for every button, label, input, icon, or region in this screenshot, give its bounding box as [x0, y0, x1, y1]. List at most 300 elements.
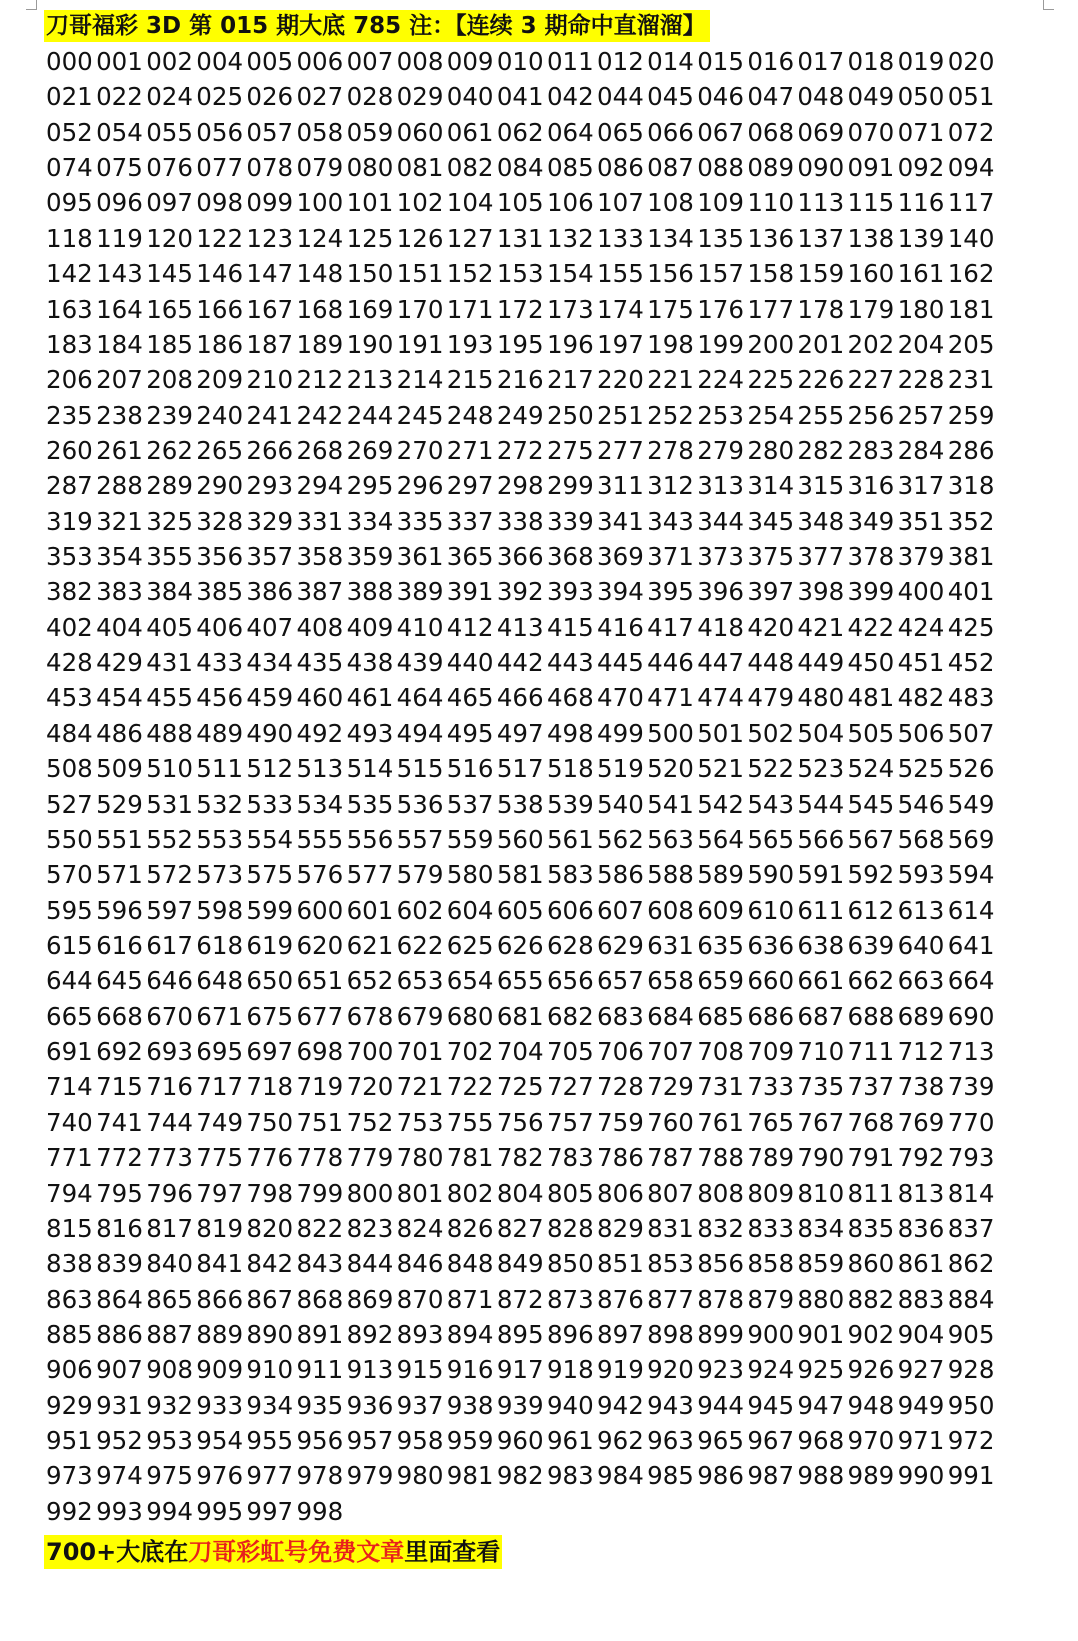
number-item: 266	[246, 435, 294, 465]
number-item: 105	[496, 188, 544, 218]
number-item: 518	[546, 754, 594, 784]
number-item: 952	[96, 1426, 143, 1456]
number-item: 937	[396, 1390, 444, 1420]
number-item: 161	[897, 259, 945, 289]
number-item: 738	[897, 1072, 945, 1102]
number-line	[46, 1140, 1046, 1175]
number-item: 842	[246, 1249, 294, 1279]
number-item: 160	[847, 259, 895, 289]
number-item: 680	[446, 1001, 494, 1031]
number-item: 438	[346, 648, 394, 678]
number-item: 811	[847, 1178, 895, 1208]
number-item: 609	[697, 895, 744, 925]
number-item: 509	[96, 754, 143, 784]
number-item: 832	[697, 1213, 744, 1243]
number-item: 546	[897, 789, 945, 819]
number-item: 143	[96, 259, 143, 289]
number-item: 090	[797, 153, 845, 183]
number-item: 006	[296, 47, 344, 76]
number-item: 807	[647, 1178, 694, 1208]
page-title: 刀哥福彩 3D 第 015 期大底 785 注：【连续 3 期命中直溜溜】	[44, 10, 710, 42]
number-item: 259	[947, 400, 995, 430]
number-item: 074	[46, 153, 93, 183]
number-item: 824	[396, 1213, 444, 1243]
number-item: 447	[697, 648, 744, 678]
number-item: 911	[296, 1355, 344, 1385]
number-item: 449	[797, 648, 845, 678]
number-item: 739	[947, 1072, 995, 1102]
number-item: 551	[96, 824, 143, 854]
number-item: 484	[46, 718, 93, 748]
number-item: 501	[697, 718, 744, 748]
number-item: 189	[296, 329, 344, 359]
number-line	[46, 1423, 1046, 1458]
number-item: 395	[647, 577, 694, 607]
number-item: 626	[496, 930, 544, 960]
number-item: 765	[747, 1107, 795, 1137]
number-item: 884	[947, 1284, 995, 1314]
number-item: 716	[146, 1072, 193, 1102]
number-item: 091	[847, 153, 895, 183]
number-item: 190	[346, 329, 394, 359]
number-item: 963	[647, 1426, 694, 1456]
number-item: 877	[647, 1284, 694, 1314]
number-item: 321	[96, 506, 143, 536]
number-item: 502	[747, 718, 795, 748]
number-item: 262	[146, 435, 193, 465]
number-item: 185	[146, 329, 193, 359]
number-line	[46, 716, 1046, 751]
number-item: 050	[897, 82, 945, 112]
number-item: 873	[546, 1284, 594, 1314]
number-item: 408	[296, 612, 344, 642]
number-item: 837	[947, 1213, 995, 1243]
number-item: 152	[446, 259, 494, 289]
number-item: 823	[346, 1213, 394, 1243]
number-item: 976	[196, 1461, 244, 1491]
number-item: 980	[396, 1461, 444, 1491]
number-item: 045	[647, 82, 694, 112]
number-item: 955	[246, 1426, 294, 1456]
number-item: 541	[647, 789, 694, 819]
number-item: 294	[296, 471, 344, 501]
number-item: 216	[496, 365, 544, 395]
number-item: 989	[847, 1461, 895, 1491]
number-line	[46, 1282, 1046, 1317]
number-item: 393	[546, 577, 594, 607]
number-item: 359	[346, 542, 394, 572]
number-item: 780	[396, 1143, 444, 1173]
number-item: 867	[246, 1284, 294, 1314]
number-item: 791	[847, 1143, 895, 1173]
number-item: 789	[747, 1143, 795, 1173]
number-item: 416	[597, 612, 644, 642]
number-item: 119	[96, 223, 143, 253]
number-item: 661	[797, 966, 845, 996]
number-item: 843	[296, 1249, 344, 1279]
number-item: 180	[897, 294, 945, 324]
number-line	[46, 1317, 1046, 1352]
number-line	[46, 1034, 1046, 1069]
number-item: 727	[546, 1072, 594, 1102]
number-item: 271	[446, 435, 494, 465]
number-item: 391	[446, 577, 494, 607]
number-item: 106	[546, 188, 594, 218]
number-item: 858	[747, 1249, 795, 1279]
number-item: 325	[146, 506, 193, 536]
number-item: 466	[496, 683, 544, 713]
number-item: 212	[296, 365, 344, 395]
number-item: 601	[346, 895, 394, 925]
number-item: 231	[947, 365, 995, 395]
number-item: 024	[146, 82, 193, 112]
number-item: 215	[446, 365, 494, 395]
number-line	[46, 645, 1046, 680]
number-item: 970	[847, 1426, 895, 1456]
number-item: 772	[96, 1143, 143, 1173]
number-item: 020	[947, 47, 995, 76]
number-item: 349	[847, 506, 895, 536]
number-item: 170	[396, 294, 444, 324]
number-item: 722	[446, 1072, 494, 1102]
number-item: 067	[697, 117, 744, 147]
page-corner-mark	[26, 0, 37, 10]
number-item: 639	[847, 930, 895, 960]
number-item: 834	[797, 1213, 845, 1243]
number-item: 706	[597, 1037, 644, 1067]
number-item: 358	[296, 542, 344, 572]
number-item: 995	[196, 1496, 244, 1526]
number-line	[46, 327, 1046, 362]
number-item: 337	[446, 506, 494, 536]
number-item: 268	[296, 435, 344, 465]
number-item: 942	[597, 1390, 644, 1420]
footer-prefix: 700+大底在	[46, 1538, 189, 1567]
number-item: 298	[496, 471, 544, 501]
number-line	[46, 433, 1046, 468]
number-item: 465	[446, 683, 494, 713]
number-item: 606	[546, 895, 594, 925]
number-item: 315	[797, 471, 845, 501]
number-item: 932	[146, 1390, 193, 1420]
number-item: 787	[647, 1143, 694, 1173]
number-item: 120	[146, 223, 193, 253]
number-item: 399	[847, 577, 895, 607]
number-item: 240	[196, 400, 244, 430]
number-item: 175	[647, 294, 694, 324]
number-item: 507	[947, 718, 995, 748]
number-item: 917	[496, 1355, 544, 1385]
number-line	[46, 822, 1046, 857]
number-item: 187	[246, 329, 294, 359]
number-item: 110	[747, 188, 795, 218]
number-item: 252	[647, 400, 694, 430]
number-item: 717	[196, 1072, 244, 1102]
number-item: 613	[897, 895, 945, 925]
number-item: 145	[146, 259, 193, 289]
number-item: 605	[496, 895, 544, 925]
number-item: 256	[847, 400, 895, 430]
number-item: 895	[496, 1319, 544, 1349]
number-item: 555	[296, 824, 344, 854]
number-item: 078	[246, 153, 294, 183]
number-item: 645	[96, 966, 143, 996]
number-item: 971	[897, 1426, 945, 1456]
number-item: 365	[446, 542, 494, 572]
number-item: 564	[697, 824, 744, 854]
number-item: 899	[697, 1319, 744, 1349]
number-item: 384	[146, 577, 193, 607]
number-line	[46, 1176, 1046, 1211]
number-line	[46, 1069, 1046, 1104]
number-item: 974	[96, 1461, 143, 1491]
number-item: 740	[46, 1107, 93, 1137]
number-item: 489	[196, 718, 244, 748]
document-page	[46, 10, 1046, 1569]
number-item: 098	[196, 188, 244, 218]
number-item: 898	[647, 1319, 694, 1349]
number-item: 714	[46, 1072, 93, 1102]
number-item: 949	[897, 1390, 945, 1420]
number-item: 892	[346, 1319, 394, 1349]
number-item: 725	[496, 1072, 544, 1102]
number-item: 625	[446, 930, 494, 960]
number-item: 080	[346, 153, 394, 183]
number-item: 533	[246, 789, 294, 819]
number-item: 514	[346, 754, 394, 784]
number-item: 168	[296, 294, 344, 324]
number-item: 870	[396, 1284, 444, 1314]
number-item: 904	[897, 1319, 945, 1349]
number-item: 850	[546, 1249, 594, 1279]
number-item: 902	[847, 1319, 895, 1349]
number-item: 288	[96, 471, 143, 501]
number-item: 504	[797, 718, 845, 748]
number-item: 425	[947, 612, 995, 642]
number-item: 407	[246, 612, 294, 642]
number-item: 482	[897, 683, 945, 713]
number-item: 434	[246, 648, 294, 678]
number-item: 242	[296, 400, 344, 430]
number-item: 721	[396, 1072, 444, 1102]
number-item: 685	[697, 1001, 744, 1031]
number-item: 385	[196, 577, 244, 607]
number-item: 897	[597, 1319, 644, 1349]
number-item: 041	[496, 82, 544, 112]
number-item: 046	[697, 82, 744, 112]
number-item: 531	[146, 789, 193, 819]
number-item: 209	[196, 365, 244, 395]
number-item: 749	[196, 1107, 244, 1137]
number-item: 131	[496, 223, 544, 253]
number-item: 933	[196, 1390, 244, 1420]
number-item: 101	[346, 188, 394, 218]
number-item: 060	[396, 117, 444, 147]
number-item: 481	[847, 683, 895, 713]
number-line	[46, 150, 1046, 185]
number-item: 100	[296, 188, 344, 218]
number-item: 833	[747, 1213, 795, 1243]
number-item: 017	[797, 47, 845, 76]
number-item: 979	[346, 1461, 394, 1491]
number-item: 028	[346, 82, 394, 112]
number-item: 816	[96, 1213, 143, 1243]
number-item: 935	[296, 1390, 344, 1420]
number-item: 988	[797, 1461, 845, 1491]
number-item: 704	[496, 1037, 544, 1067]
number-item: 415	[546, 612, 594, 642]
number-item: 678	[346, 1001, 394, 1031]
number-item: 474	[697, 683, 744, 713]
number-item: 800	[346, 1178, 394, 1208]
number-item: 894	[446, 1319, 494, 1349]
number-item: 001	[96, 47, 143, 76]
number-item: 934	[246, 1390, 294, 1420]
number-item: 206	[46, 365, 93, 395]
number-item: 759	[597, 1107, 644, 1137]
number-item: 753	[396, 1107, 444, 1137]
number-item: 002	[146, 47, 193, 76]
number-item: 796	[146, 1178, 193, 1208]
number-item: 686	[747, 1001, 795, 1031]
number-item: 750	[246, 1107, 294, 1137]
number-item: 959	[446, 1426, 494, 1456]
number-item: 967	[747, 1426, 795, 1456]
number-item: 975	[146, 1461, 193, 1491]
number-item: 786	[597, 1143, 644, 1173]
number-item: 497	[496, 718, 544, 748]
number-item: 136	[747, 223, 795, 253]
number-line	[46, 999, 1046, 1034]
number-item: 586	[597, 860, 644, 890]
number-item: 051	[947, 82, 995, 112]
number-item: 520	[647, 754, 694, 784]
number-item: 809	[747, 1178, 795, 1208]
number-item: 828	[546, 1213, 594, 1243]
number-item: 389	[396, 577, 444, 607]
number-item: 707	[647, 1037, 694, 1067]
number-item: 977	[246, 1461, 294, 1491]
number-item: 314	[747, 471, 795, 501]
number-item: 278	[647, 435, 694, 465]
number-item: 589	[697, 860, 744, 890]
number-item: 604	[446, 895, 494, 925]
number-item: 272	[496, 435, 544, 465]
number-line	[46, 1388, 1046, 1423]
number-item: 896	[546, 1319, 594, 1349]
number-item: 575	[246, 860, 294, 890]
number-item: 470	[597, 683, 644, 713]
number-item: 007	[346, 47, 394, 76]
number-item: 697	[246, 1037, 294, 1067]
number-item: 538	[496, 789, 544, 819]
number-item: 137	[797, 223, 845, 253]
number-item: 957	[346, 1426, 394, 1456]
number-item: 524	[847, 754, 895, 784]
number-item: 071	[897, 117, 945, 147]
number-item: 936	[346, 1390, 394, 1420]
number-item: 635	[697, 930, 744, 960]
number-item: 213	[346, 365, 394, 395]
number-item: 125	[346, 223, 394, 253]
number-item: 102	[396, 188, 444, 218]
number-item: 681	[496, 1001, 544, 1031]
number-item: 540	[597, 789, 644, 819]
number-item: 840	[146, 1249, 193, 1279]
number-item: 511	[196, 754, 244, 784]
number-item: 097	[146, 188, 193, 218]
number-line	[46, 256, 1046, 291]
number-item: 381	[947, 542, 995, 572]
number-item: 164	[96, 294, 143, 324]
number-item: 886	[96, 1319, 143, 1349]
number-item: 280	[747, 435, 795, 465]
number-item: 838	[46, 1249, 93, 1279]
number-item: 368	[546, 542, 594, 572]
number-item: 607	[597, 895, 644, 925]
number-item: 162	[947, 259, 995, 289]
number-item: 535	[346, 789, 394, 819]
number-item: 908	[146, 1355, 193, 1385]
number-item: 618	[196, 930, 244, 960]
number-item: 123	[246, 223, 294, 253]
number-item: 382	[46, 577, 93, 607]
number-item: 756	[496, 1107, 544, 1137]
number-item: 776	[246, 1143, 294, 1173]
number-item: 488	[146, 718, 193, 748]
number-item: 657	[597, 966, 644, 996]
number-item: 866	[196, 1284, 244, 1314]
number-item: 371	[647, 542, 694, 572]
number-item: 460	[296, 683, 344, 713]
number-item: 684	[647, 1001, 694, 1031]
number-item: 450	[847, 648, 895, 678]
number-item: 126	[396, 223, 444, 253]
number-item: 383	[96, 577, 143, 607]
number-item: 562	[597, 824, 644, 854]
number-item: 195	[496, 329, 544, 359]
number-item: 153	[496, 259, 544, 289]
number-item: 107	[597, 188, 644, 218]
number-item: 181	[947, 294, 995, 324]
number-item: 329	[246, 506, 294, 536]
number-item: 512	[246, 754, 294, 784]
number-item: 282	[797, 435, 845, 465]
article-link[interactable]: 刀哥彩虹号免费文章	[188, 1538, 405, 1567]
number-item: 239	[146, 400, 193, 430]
number-line	[46, 1246, 1046, 1281]
number-item: 570	[46, 860, 93, 890]
number-item: 561	[546, 824, 594, 854]
number-item: 700	[346, 1037, 394, 1067]
number-item: 905	[947, 1319, 995, 1349]
number-line	[46, 680, 1046, 715]
number-item: 701	[396, 1037, 444, 1067]
number-item: 631	[647, 930, 694, 960]
number-item: 961	[546, 1426, 594, 1456]
number-item: 443	[546, 648, 594, 678]
number-item: 451	[897, 648, 945, 678]
number-item: 508	[46, 754, 93, 784]
number-item: 760	[647, 1107, 694, 1137]
number-item: 708	[697, 1037, 744, 1067]
number-item: 167	[246, 294, 294, 324]
number-item: 641	[947, 930, 995, 960]
number-item: 369	[597, 542, 644, 572]
number-item: 802	[446, 1178, 494, 1208]
number-item: 331	[296, 506, 344, 536]
footer-suffix: 里面查看	[404, 1538, 501, 1567]
